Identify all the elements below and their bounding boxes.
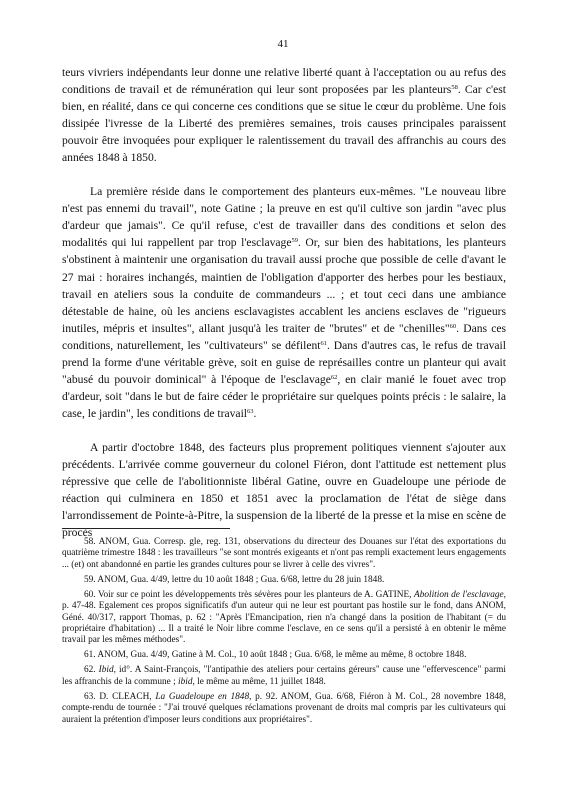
footnote-reference: 59 <box>291 237 298 245</box>
text-run: teurs vivriers indépendants leur donne une relative liberté quant à l'acceptation ou au refus des conditions de travail et de rémunération qui leur sont proposées par les planteurs <box>62 66 506 97</box>
main-text <box>62 64 506 541</box>
footnote <box>62 575 506 586</box>
text-run: 63. D. CLEACH, <box>84 691 156 702</box>
text-run: , en clair manié le fouet avec trop d'ardeur, soit "dans le but de faire céder le propriétaire sur quelques points précis : le salaire, la case, le jardin", les conditions de travail <box>62 373 507 421</box>
text-run: La première réside dans le comportement des planteurs eux-mêmes. "Le nouveau libre n'est pas ennemi du travail", note Gatine ; la preuve en est qu'il cultive son jardin "avec plus d'ardeur que jamais". Ce qu'il refuse, c'est de travailler dans des conditions et selon des modalités qui lui rappellent par trop l'esclavage <box>62 185 506 250</box>
footnotes <box>62 537 506 726</box>
paragraph <box>62 439 506 542</box>
footnote-reference: 61 <box>320 339 328 347</box>
footnote <box>62 537 506 571</box>
footnote-reference: 63 <box>247 408 254 416</box>
text-run: , p. 92. ANOM, Gua. 6/68, Fiéron à M. Col., 28 novembre 1848, compte-rendu de tournée : "J'ai trouvé quelques réclamations provenant de droits mal compris par les cultivateurs qui auraient la prétention d'imposer leurs conditions aux propriétaires". <box>62 691 506 725</box>
footnote <box>62 665 506 688</box>
text-run: . Car c'est bien, en réalité, dans ce qui concerne ces conditions que se situe le cœur du problème. Une fois dissipée l'ivresse de la Liberté des premières semaines, trois causes principales paraissent pouvoir être invoquées pour expliquer le ralentissement du travail des affranchis au cours des années 1848 à 1850. <box>62 83 506 165</box>
text-run: , id°. A Saint-François, "l'antipathie des ateliers pour certains géreurs" cause une "effervescence" parmi les affranchis de la commune ; <box>62 665 506 687</box>
footnote <box>62 650 506 661</box>
text-run: 62. <box>84 665 99 676</box>
text-run: 59. ANOM, Gua. 4/49, lettre du 10 août 1848 ; Gua. 6/68, lettre du 28 juin 1848. <box>84 574 385 585</box>
text-run: . <box>253 407 257 421</box>
text-run: . Dans d'autres cas, le refus de travail prend la forme d'une véritable grève, soit en guise de représailles contre un planteur qui avait "abusé du pouvoir dominical" à l'époque de l'esclavage <box>62 338 506 387</box>
footnote-reference: 62 <box>330 374 338 382</box>
footnote <box>62 692 506 726</box>
text-run: 61. ANOM, Gua. 4/49, Gatine à M. Col., 10 août 1848 ; Gua. 6/68, le même au même, 8 octobre 1848. <box>84 650 467 661</box>
italic-title: Ibid <box>98 665 114 676</box>
text-run: 58. ANOM, Gua. Corresp. gle, reg. 131, observations du directeur des Douanes sur l'état des exportations du quatrième trimestre 1848 : les travailleurs "se sont montrés exigeants et n'ont pas rempli exactement leurs engagements ... (et) ont abandonné en partie les grandes cultures pour se livrer à celle des vivres". <box>62 537 506 570</box>
page-number: 41 <box>277 38 289 50</box>
text-run: A partir d'octobre 1848, des facteurs plus proprement politiques viennent s'ajouter aux précédents. L'arrivée comme gouverneur du colonel Fiéron, dont l'attitude est nettement plus répressive que celle de l'abolitionniste libéral Gatine, ouvre en Guadeloupe une période de réaction qui culminera en 1850 et 1851 avec la proclamation de l'état de siège dans l'arrondissement de Pointe-à-Pitre, la suspension de la liberté de la presse et la mise en scène de procès <box>62 440 506 540</box>
text-run: , p. 47-48. Egalement ces propos significatifs d'un auteur qui ne leur est pourtant pas hostile sur le fond, dans ANOM, Géné. 40/317, rapport Thomas, p. 62 : "Après l'Emancipation, rien n'a changé dans la position de l'habitant (= du propriétaire d'habitation) ... Il a traité le Noir libre comme l'esclave, en ce sens qu'il a persisté à en obtenir le même travail par les mêmes méthodes". <box>62 589 506 646</box>
italic-title: ibid <box>178 676 193 687</box>
footnote <box>62 590 506 647</box>
text-run: , le même au même, 11 juillet 1848. <box>192 676 326 687</box>
footnote-reference: 58 <box>451 84 458 92</box>
footnote-reference: 60 <box>449 322 457 330</box>
italic-title: Abolition de l'esclavage <box>414 589 504 600</box>
footnote-separator <box>62 528 230 529</box>
text-run: . Or, sur bien des habitations, les planteurs s'obstinent à maintenir une organisation du travail aussi proche que possible de celle d'avant le 27 mai : horaires inchangés, maintien de l'obligation d'apporter des herbes pour les bestiaux, travail en ateliers sous la conduite de commandeurs ... ; et tout ceci dans une ambiance détestable de haine, où les anciens esclavagistes accablent les anciens esclaves de "rigueurs inutiles, mépris et insultes", allant jusqu'à les traiter de "brutes" et de "chenilles" <box>62 236 506 335</box>
text-run: 60. Voir sur ce point les développements très sévères pour les planteurs de A. GATINE, <box>84 589 415 600</box>
italic-title: La Guadeloupe en 1848 <box>155 691 250 702</box>
paragraph <box>62 183 506 422</box>
paragraph <box>62 64 506 167</box>
text-run: . Dans ces conditions, naturellement, les "cultivateurs" se défilent <box>62 321 507 352</box>
